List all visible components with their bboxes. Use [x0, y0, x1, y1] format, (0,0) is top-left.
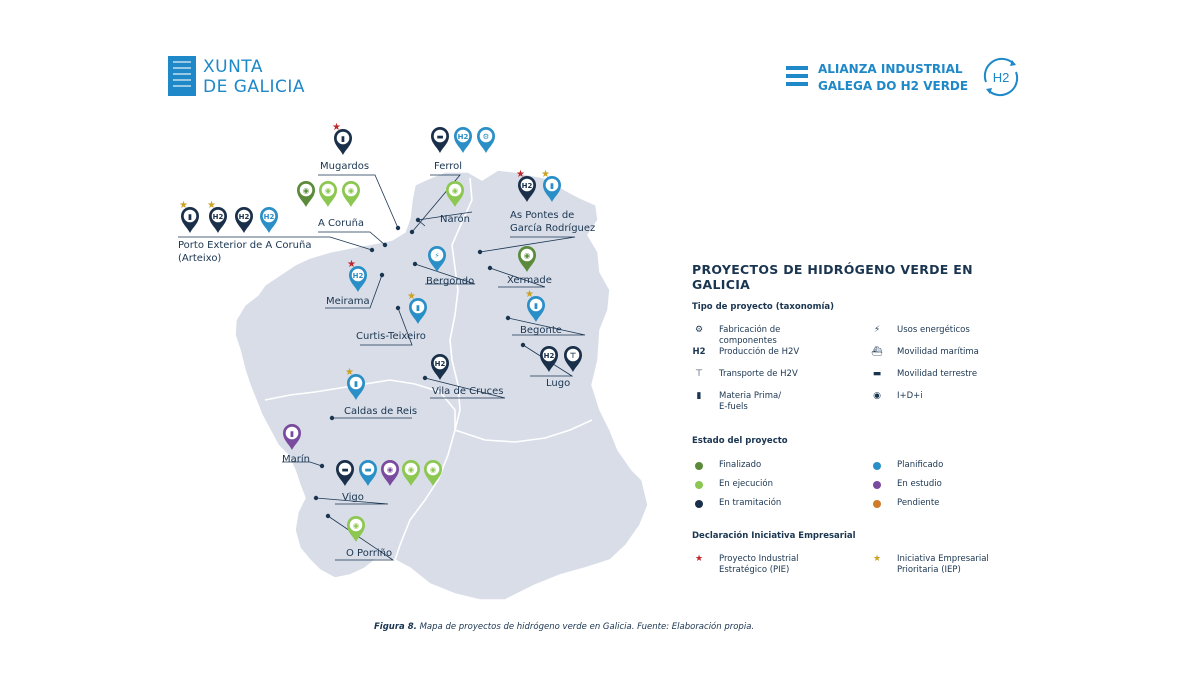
- svg-text:▮: ▮: [533, 300, 539, 310]
- svg-text:H2: H2: [521, 181, 533, 190]
- svg-text:▬: ▬: [364, 464, 372, 474]
- label-bergondo: Bergondo: [426, 276, 475, 287]
- red-star-icon: ★: [332, 122, 341, 133]
- svg-text:▮: ▮: [187, 211, 193, 221]
- label-as-pontes-2: García Rodríguez: [510, 223, 596, 234]
- label-as-pontes-1: As Pontes de: [510, 210, 575, 221]
- alianza-line1: ALIANZA INDUSTRIAL: [818, 62, 963, 76]
- caption-text: Mapa de proyectos de hidrógeno verde en Galicia. Fuente: Elaboración propia.: [416, 622, 755, 632]
- research-pin-icon: [319, 181, 337, 207]
- svg-text:◉: ◉: [407, 464, 415, 474]
- svg-text:◉: ◉: [347, 185, 355, 195]
- tipo-heading: Tipo de proyecto (taxonomía): [692, 302, 835, 312]
- svg-text:H2: H2: [457, 132, 469, 141]
- label-porto-exterior-1: Porto Exterior de A Coruña: [178, 240, 312, 251]
- status-dot: [873, 462, 881, 470]
- svg-text:◉: ◉: [523, 250, 531, 260]
- gear-pin-icon: [477, 127, 495, 153]
- xunta-line2: DE GALICIA: [203, 77, 306, 97]
- svg-text:◉: ◉: [429, 464, 437, 474]
- svg-text:▮: ▮: [415, 302, 421, 312]
- svg-text:H2: H2: [543, 351, 555, 360]
- research-icon: ◉: [873, 391, 881, 401]
- label-caldas-de-reis: Caldas de Reis: [344, 406, 418, 417]
- svg-text:⚙: ⚙: [482, 131, 490, 141]
- car-icon: ▬: [872, 369, 882, 379]
- svg-text:H2: H2: [212, 212, 224, 221]
- svg-text:◉: ◉: [451, 185, 459, 195]
- svg-text:▮: ▮: [289, 428, 295, 438]
- status-dot: [873, 481, 881, 489]
- gold-star-icon: ★: [872, 554, 882, 564]
- svg-text:H2: H2: [992, 70, 1010, 85]
- svg-text:▮: ▮: [340, 133, 346, 143]
- car-pin-icon: [431, 127, 449, 153]
- red-star-icon: ★: [347, 259, 356, 270]
- h2-pin-icon: [454, 127, 472, 153]
- caption-label: Figura 8.: [374, 622, 417, 632]
- label-a-coruna: A Coruña: [318, 218, 365, 229]
- status-dot: [695, 500, 703, 508]
- decl-heading: Declaración Iniciativa Empresarial: [692, 531, 856, 541]
- svg-text:H2: H2: [352, 271, 364, 280]
- svg-text:⊤: ⊤: [569, 350, 577, 360]
- label-vila-de-cruces: Vila de Cruces: [432, 386, 504, 397]
- gold-star-icon: ★: [525, 289, 534, 300]
- research-pin-icon: [297, 181, 315, 207]
- label-ferrol: Ferrol: [434, 161, 463, 172]
- gold-star-icon: ★: [207, 200, 216, 211]
- label-meirama: Meirama: [326, 296, 370, 307]
- h2-pin-icon: [260, 207, 278, 233]
- gold-star-icon: ★: [407, 291, 416, 302]
- label-porto-exterior-2: (Arteixo): [178, 253, 222, 264]
- svg-text:H2: H2: [238, 212, 250, 221]
- label-o-porrino: O Porriño: [346, 548, 393, 559]
- barrel-icon: ▮: [696, 391, 702, 401]
- xunta-line1: XUNTA: [203, 57, 263, 77]
- gold-star-icon: ★: [345, 367, 354, 378]
- alianza-line2: GALEGA DO H2 VERDE: [818, 79, 969, 93]
- label-begonte: Begonte: [520, 325, 562, 336]
- figure-caption: [374, 622, 834, 632]
- svg-text:⚡: ⚡: [434, 250, 440, 260]
- estado-heading: Estado del proyecto: [692, 436, 788, 446]
- svg-text:◉: ◉: [324, 185, 332, 195]
- legend: PROYECTOS DE HIDRÓGENO VERDE EN GALICIA Tipo de proyecto (taxonomía) ⚙ Fabricación de componentes ⚡ Usos energéticos H2 Producción de H2V ⛴ Movilidad marítima ⊤ Transporte de H2V ▬ Movilidad terrestre ▮ Materia Prima/ E-fuels ◉ I+D+i Estado del proyecto Finalizado Planificado En ejecución En estudio En tramitación Pendiente Declaración Iniciativa Empresarial ★ Proyecto Industrial Estratégico (PIE) ★ Iniciativa Empresarial Prioritaria (IEP): [692, 262, 1032, 592]
- label-vigo: Vigo: [342, 492, 364, 503]
- h2-icon: H2: [692, 347, 706, 357]
- bolt-icon: ⚡: [873, 325, 881, 335]
- svg-text:◉: ◉: [352, 520, 360, 530]
- ship-icon: ⛴: [871, 347, 883, 357]
- label-mugardos: Mugardos: [320, 161, 370, 172]
- svg-text:H2: H2: [434, 359, 446, 368]
- status-dot: [873, 500, 881, 508]
- svg-text:▬: ▬: [436, 131, 444, 141]
- svg-text:◉: ◉: [386, 464, 394, 474]
- red-star-icon: ★: [516, 169, 525, 180]
- svg-text:▮: ▮: [353, 378, 359, 388]
- status-dot: [695, 462, 703, 470]
- gold-star-icon: ★: [179, 200, 188, 211]
- label-xermade: Xermade: [507, 275, 552, 286]
- label-curtis-teixeiro: Curtis-Teixeiro: [356, 331, 426, 342]
- barrel-pin-icon: [332, 122, 352, 155]
- svg-text:▬: ▬: [341, 464, 349, 474]
- legend-title: PROYECTOS DE HIDRÓGENO VERDE EN GALICIA: [692, 262, 973, 292]
- galicia-landmass: [235, 170, 648, 600]
- label-naron: Narón: [440, 214, 470, 225]
- research-pin-icon: [342, 181, 360, 207]
- label-lugo: Lugo: [546, 378, 571, 389]
- red-star-icon: ★: [694, 554, 704, 564]
- svg-text:H2: H2: [263, 212, 275, 221]
- h2-pin-icon: [235, 207, 253, 233]
- gear-icon: ⚙: [694, 325, 704, 335]
- pipeline-icon: ⊤: [695, 369, 703, 379]
- svg-text:▮: ▮: [549, 180, 555, 190]
- h2-pin-icon: [207, 200, 227, 233]
- gold-star-icon: ★: [541, 169, 550, 180]
- barrel-pin-icon: [179, 200, 199, 233]
- svg-text:◉: ◉: [302, 185, 310, 195]
- label-marin: Marín: [282, 454, 310, 465]
- status-dot: [695, 481, 703, 489]
